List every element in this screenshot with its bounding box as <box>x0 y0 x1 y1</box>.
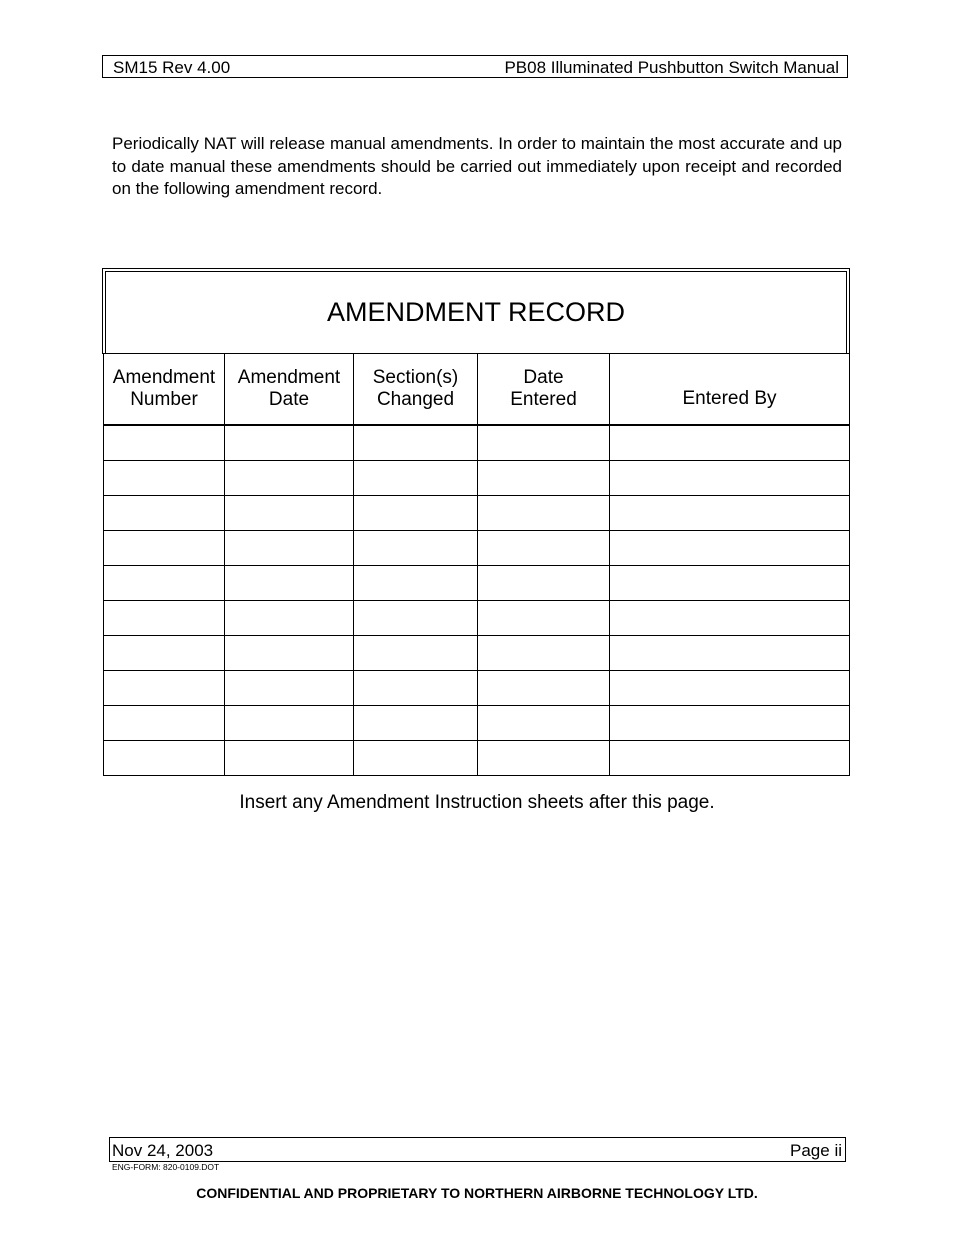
table-cell[interactable] <box>478 496 610 531</box>
table-cell[interactable] <box>478 706 610 741</box>
table-row <box>104 496 850 531</box>
table-cell[interactable] <box>104 566 225 601</box>
table-cell[interactable] <box>610 425 850 461</box>
table-cell[interactable] <box>354 601 478 636</box>
table-row <box>104 671 850 706</box>
table-cell[interactable] <box>104 601 225 636</box>
page-footer <box>109 1137 846 1162</box>
table-row <box>104 601 850 636</box>
table-cell[interactable] <box>478 461 610 496</box>
page-header <box>102 55 848 78</box>
table-cell[interactable] <box>478 531 610 566</box>
table-cell[interactable] <box>610 601 850 636</box>
table-cell[interactable] <box>225 706 354 741</box>
column-header-line: Amendment <box>112 367 216 388</box>
amendment-record-title: AMENDMENT RECORD <box>105 271 847 353</box>
table-cell[interactable] <box>478 671 610 706</box>
table-cell[interactable] <box>478 741 610 776</box>
table-cell[interactable] <box>354 671 478 706</box>
form-identifier: ENG-FORM: 820-0109.DOT <box>112 1162 220 1172</box>
table-cell[interactable] <box>610 566 850 601</box>
table-cell[interactable] <box>104 706 225 741</box>
column-header-line: Date <box>523 367 564 388</box>
table-cell[interactable] <box>610 706 850 741</box>
table-cell[interactable] <box>610 531 850 566</box>
table-cell[interactable] <box>225 601 354 636</box>
column-header-amendment-number <box>104 354 225 426</box>
table-cell[interactable] <box>104 531 225 566</box>
document-revision: SM15 Rev 4.00 <box>113 58 231 77</box>
table-cell[interactable] <box>354 531 478 566</box>
column-header-amendment-date <box>225 354 354 426</box>
page-number: Page ii <box>790 1141 842 1160</box>
table-cell[interactable] <box>225 566 354 601</box>
table-cell[interactable] <box>610 461 850 496</box>
column-header-date-entered <box>478 354 610 426</box>
table-cell[interactable] <box>104 741 225 776</box>
table-cell[interactable] <box>225 636 354 671</box>
table-cell[interactable] <box>610 496 850 531</box>
table-row <box>104 461 850 496</box>
table-row <box>104 531 850 566</box>
table-cell[interactable] <box>225 461 354 496</box>
table-cell[interactable] <box>354 706 478 741</box>
column-header-line: Date <box>268 389 310 410</box>
table-cell[interactable] <box>354 425 478 461</box>
amendment-record-table <box>103 353 850 776</box>
table-cell[interactable] <box>104 671 225 706</box>
table-row <box>104 636 850 671</box>
table-cell[interactable] <box>104 425 225 461</box>
document-title: PB08 Illuminated Pushbutton Switch Manual <box>504 58 839 77</box>
table-row <box>104 566 850 601</box>
table-cell[interactable] <box>225 425 354 461</box>
table-cell[interactable] <box>478 566 610 601</box>
table-row <box>104 741 850 776</box>
table-cell[interactable] <box>354 636 478 671</box>
column-header-sections-changed <box>354 354 478 426</box>
table-cell[interactable] <box>610 636 850 671</box>
footer-date: Nov 24, 2003 <box>112 1141 214 1160</box>
table-row <box>104 706 850 741</box>
table-cell[interactable] <box>610 741 850 776</box>
table-cell[interactable] <box>354 496 478 531</box>
column-header-entered-by <box>610 354 850 426</box>
table-cell[interactable] <box>104 636 225 671</box>
table-cell[interactable] <box>478 601 610 636</box>
amendment-record-title-box <box>102 268 850 354</box>
table-cell[interactable] <box>225 496 354 531</box>
intro-paragraph: Periodically NAT will release manual amendments. In order to maintain the most accurate and up to date manual these amendments should be carried out immediately upon receipt and recorded on the following amendment record. <box>112 134 842 198</box>
table-cell[interactable] <box>104 496 225 531</box>
table-cell[interactable] <box>478 636 610 671</box>
table-row <box>104 425 850 461</box>
table-cell[interactable] <box>225 741 354 776</box>
table-header-row <box>104 354 850 426</box>
column-header-line: Entered <box>510 389 577 410</box>
table-cell[interactable] <box>610 671 850 706</box>
table-cell[interactable] <box>225 671 354 706</box>
column-header-line: Amendment <box>237 367 341 388</box>
table-cell[interactable] <box>354 461 478 496</box>
table-cell[interactable] <box>104 461 225 496</box>
column-header-line: Number <box>130 389 198 410</box>
confidentiality-notice: CONFIDENTIAL AND PROPRIETARY TO NORTHERN AIRBORNE TECHNOLOGY LTD. <box>196 1185 758 1201</box>
insert-instruction-note: Insert any Amendment Instruction sheets after this page. <box>239 792 715 813</box>
column-header-line: Entered By <box>682 388 777 409</box>
table-cell[interactable] <box>225 531 354 566</box>
table-cell[interactable] <box>354 566 478 601</box>
table-cell[interactable] <box>354 741 478 776</box>
column-header-line: Changed <box>376 389 455 410</box>
table-cell[interactable] <box>478 425 610 461</box>
column-header-line: Section(s) <box>372 367 459 388</box>
